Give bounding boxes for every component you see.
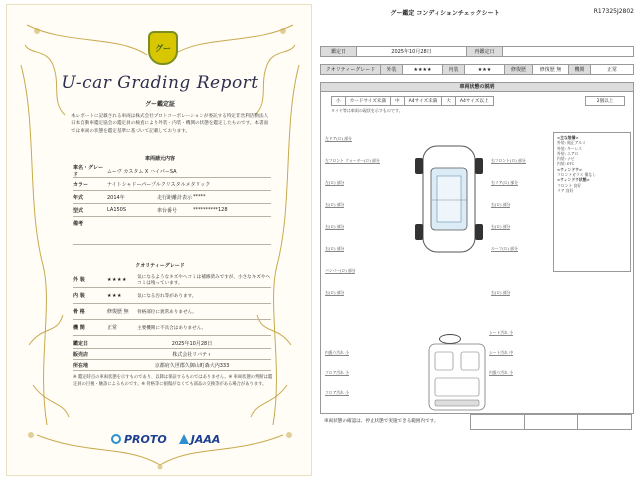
equipment-item: 内装: ナビ [557,156,575,162]
equipment-item: <ウィンドウ状態> [557,177,590,183]
equipment-item: <ウィンドウ> [557,166,583,172]
footer-value: 株式会社リバティ [172,351,212,358]
footer-label: 所在地 [73,362,89,369]
row-label-secondary: 車台番号 [157,207,178,214]
row-label: 備考 [73,221,84,227]
state-title: 車両状態の説明 [320,82,634,92]
certificate-title: グー鑑定証 [144,101,175,108]
row-value-secondary: **********128 [193,207,228,213]
equipment-item: リア 良好 [557,187,574,193]
date-label: 鑑定日 [321,47,357,56]
damage-note-right: 右(ロ) 部分 [491,290,511,295]
grading-report-certificate [6,4,312,476]
interior-value: ★★★ [465,65,505,74]
row-label: 型式 [73,207,84,214]
signature-cell [525,415,579,429]
equipment-item: 外装: エアロ [557,150,579,156]
sheet-quality-row [320,64,634,75]
interior-note: 内張り汚れ 小 [489,370,513,375]
engine-label: 機関 [569,65,591,74]
damage-note-left: 右(ロ) 部分 [325,246,345,251]
quality-desc: 気になるようなキズやヘコミは補修済みですが、小さなキズやヘコミは残っています。 [137,274,271,286]
quality-grade-label: クオリティーグレード [321,65,381,74]
jaaa-mark-icon [179,434,189,444]
repair-label: 修復歴 [505,65,533,74]
quality-label: 骨 格 [73,309,85,315]
damage-note-left: バンパー(ロ) 部分 [325,268,356,273]
row-value: ナイトシャドーパープルクリスタルメタリック [107,181,211,188]
sheet-id: R17325J2802 [593,8,634,15]
quality-grade: 修復歴 無 [107,309,129,315]
damage-note-right: 右(ロ) 部分 [491,202,511,207]
engine-value: 正常 [606,67,617,73]
damage-note-left: 右(ロ) 部分 [325,202,345,207]
interior-note: シート汚れ 中 [489,350,513,355]
proto-mark-icon [111,434,121,444]
quality-grade: ★★★★ [107,276,127,283]
footer-row-date [73,338,271,349]
condition-check-sheet [320,8,634,472]
equipment-panel [553,132,631,272]
intro-paragraph: 本レポートに記載される車両は株式会社プロトコーポレーションが委託する特定非営利活動法人日本自動車鑑定協会の鑑定員の検査により外装・内装・機関の状態を鑑定したものです。本書面では車両の状態を鑑定基準に基づいて記載しております。 [71,114,269,134]
quality-label: 機 関 [73,325,85,331]
vehicle-row-name [73,165,271,178]
row-label: カラー [73,181,89,188]
equipment-item: フロントガラス 傷なし [557,172,596,178]
damage-note-left: 右(ロ) 部分 [325,224,345,229]
goo-seal-emblem: グー [148,31,178,65]
sheet-date-row [320,46,634,57]
quality-row-interior [73,288,271,304]
damage-note-right: 右リア(ロ) 部分 [491,180,518,185]
sheet-title: グー鑑定 コンディションチェックシート [390,10,500,17]
signature-cell [471,415,525,429]
footer-label: 鑑定日 [73,340,89,347]
redate-value [503,47,633,56]
row-label: 年式 [73,194,84,201]
size-small-desc: カードサイズ未満 [346,97,391,105]
proto-logo-text: PROTO [124,432,167,446]
size-mid: 中 [391,97,405,105]
quality-desc: 骨格部位に異常ありません。 [137,309,197,315]
vehicle-row-year [73,191,271,204]
damage-note-left: 左フロント クォーター(ロ) 部分 [325,158,380,163]
size-large-desc: A4サイズ以上 [459,99,489,104]
quality-grade: ★★★ [107,292,122,299]
damage-note-left: 左(ロ) 部分 [325,180,345,185]
quality-row-exterior [73,272,271,288]
jaaa-logo-text: JAAA [190,432,221,446]
interior-label: 内装 [443,65,465,74]
signature-cell [578,415,631,429]
quality-desc: 気になる汚れ等があります。 [137,293,197,299]
equipment-item: フロント 良好 [557,182,581,188]
row-value-secondary: ***** [193,194,206,200]
report-notes: ※ 鑑定時点の車両状態を示すものであり、以降は保証するものではありません。※ 車両状態の判断は鑑定員の目視・触診によるものです。※ 骨格等に損傷がなくても部品の交換等がある場合があります。 [73,375,273,387]
grade-box: 2個以上 [585,96,625,106]
footer-row-location [73,360,271,371]
row-value: 2014年 [107,194,125,201]
equipment-item: 外装: 純正アルミ [557,140,586,146]
vehicle-heading: 車両請元内容 [144,156,175,162]
quality-grade: 正常 [107,325,118,331]
damage-note-left: 右(ロ) 部分 [325,290,345,295]
equipment-title: <主な装備> [557,135,579,140]
repair-value: 修復歴 無 [533,65,569,74]
footer-label: 販売店 [73,351,89,358]
equipment-item: 内装: ETC [557,161,575,167]
diagram-area [320,92,634,414]
vehicle-row-model [73,204,271,217]
damage-note-right: 右(ロ) 部分 [491,224,511,229]
exterior-label: 外装 [381,65,403,74]
interior-note: フロア汚れ 小 [325,390,349,395]
footer-row-dealer [73,349,271,360]
car-top-view-diagram [401,140,497,258]
size-mid-desc: A4サイズ未満 [405,97,443,105]
row-label: 車名・グレード [73,165,104,178]
damage-note-right: ルーフ(ロ) 部分 [491,246,518,251]
row-value: ムーヴ カスタム X ハイパーSA [107,168,177,175]
quality-label: 外 装 [73,277,85,283]
size-legend [331,96,494,106]
quality-heading: クオリティーグレード [135,263,185,269]
vehicle-row-color [73,178,271,191]
footer-value: 京都府久世郡久御山町森大内333 [154,362,230,369]
quality-row-engine [73,320,271,336]
logos [111,429,231,449]
interior-diagram [409,328,505,412]
damage-note-right: 右フロント(ロ) 部分 [491,158,526,163]
size-large: 大 [442,97,456,105]
quality-row-frame [73,304,271,320]
vehicle-row-remarks [73,217,271,245]
equipment-item: 外装: キーレス [557,145,583,151]
redate-label: 再鑑定日 [467,47,503,56]
footer-note: 車両状態の確認は、停止状態で実施できる範囲内です。 [324,419,439,424]
date-value: 2025年10月28日 [357,47,467,56]
quality-label: 内 装 [73,293,85,299]
jaaa-logo [179,433,221,446]
interior-note: 内張り汚れ 小 [325,350,349,355]
row-value: LA150S [107,207,127,213]
proto-logo [111,433,167,446]
quality-desc: 主要機関に不具合はありません。 [137,325,207,331]
footer-value: 2025年10月28日 [171,340,213,347]
exterior-value: ★★★★ [403,65,443,74]
size-small: 小 [332,97,346,105]
signature-box [470,414,632,430]
interior-note: シート汚れ 小 [489,330,513,335]
damage-note-left: 左ドア(ロ) 部分 [325,136,352,141]
interior-note: フロア汚れ 小 [325,370,349,375]
report-title: U-car Grading Report [61,73,259,93]
row-label-secondary: 走行距離計表示 [157,194,193,201]
size-note: タイヤ等は車両の現状を示すものです。 [331,108,403,113]
